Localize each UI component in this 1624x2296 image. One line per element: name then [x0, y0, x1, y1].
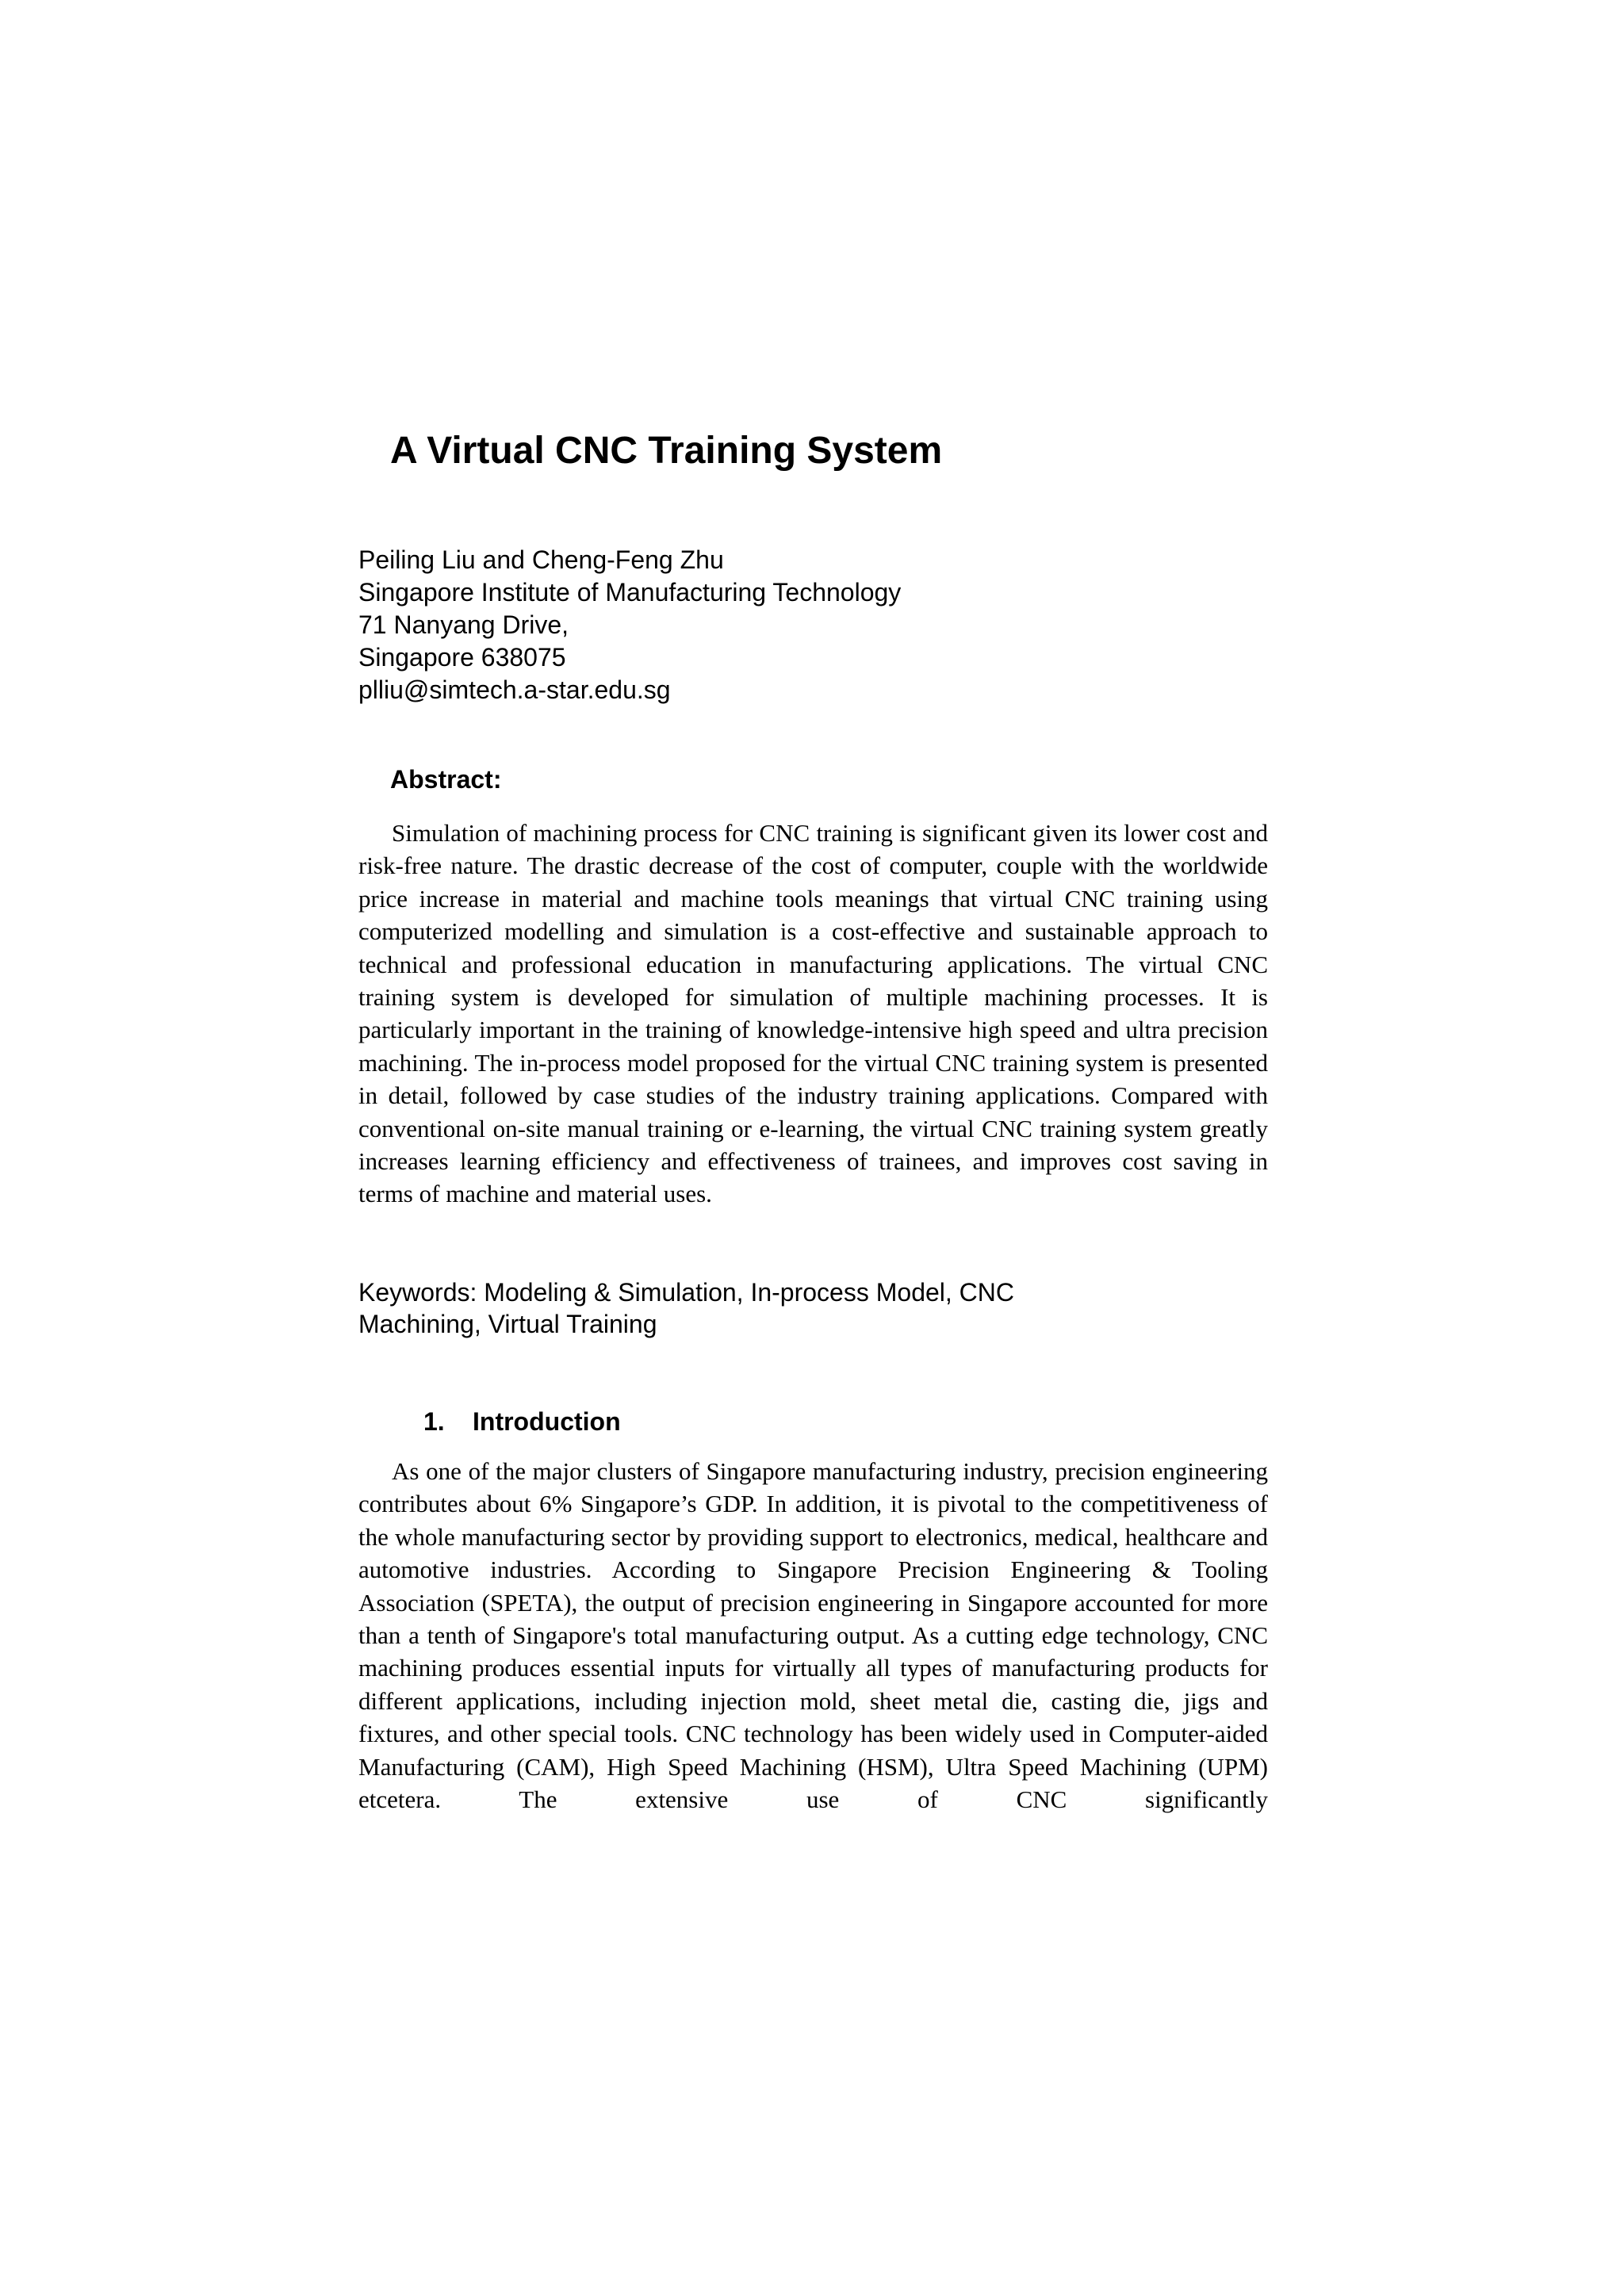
abstract-body	[358, 817, 1268, 1211]
section-heading-introduction	[423, 1407, 621, 1437]
keywords	[358, 1276, 1014, 1340]
author-email: plliu@simtech.a-star.edu.sg	[358, 675, 671, 704]
introduction-body	[358, 1455, 1268, 1816]
author-address-line2: Singapore 638075	[358, 643, 566, 672]
author-address-line1: 71 Nanyang Drive,	[358, 610, 569, 639]
author-block	[358, 544, 901, 706]
author-affiliation: Singapore Institute of Manufacturing Technology	[358, 578, 902, 607]
abstract-text: Simulation of machining process for CNC training is significant given its lower cost and risk-free nature. The drastic decrease of the cost of computer, couple with the worldwide price increase in material and machine tools meanings that virtual CNC training using computerized modelling and simulation is a cost-effective and sustainable approach to technical and professional education in manufacturing applications. The virtual CNC training system is developed for simulation of multiple machining processes. It is particularly important in the training of knowledge-intensive high speed and ultra precision machining. The in-process model proposed for the virtual CNC training system is presented in detail, followed by case studies of the industry training applications. Compared with conventional on-site manual training or e-learning, the virtual CNC training system greatly increases learning efficiency and effectiveness of trainees, and improves cost saving in terms of machine and material uses.	[358, 819, 1268, 1208]
keywords-line1: Keywords: Modeling & Simulation, In-process Model, CNC	[358, 1278, 1014, 1307]
section-title: Introduction	[473, 1407, 621, 1436]
author-names: Peiling Liu and Cheng-Feng Zhu	[358, 545, 724, 574]
abstract-heading: Abstract:	[390, 765, 502, 794]
keywords-line2: Machining, Virtual Training	[358, 1310, 657, 1338]
section-number: 1.	[423, 1407, 445, 1436]
introduction-text: As one of the major clusters of Singapore manufacturing industry, precision engineering contributes about 6% Singapore’s GDP. In addition, it is pivotal to the competitiveness of the whole manufacturing sector by providing support to electronics, medical, healthcare and automotive industries. According to Singapore Precision Engineering & Tooling Association (SPETA), the output of precision engineering in Singapore accounted for more than a tenth of Singapore's total manufacturing output. As a cutting edge technology, CNC machining produces essential inputs for virtually all types of manufacturing products for different applications, including injection mold, sheet metal die, casting die, jigs and fixtures, and other special tools. CNC technology has been widely used in Computer-aided Manufacturing (CAM), High Speed Machining (HSM), Ultra Speed Machining (UPM) etcetera. The extensive use of CNC significantly	[358, 1457, 1268, 1814]
paper-title: A Virtual CNC Training System	[390, 430, 943, 472]
